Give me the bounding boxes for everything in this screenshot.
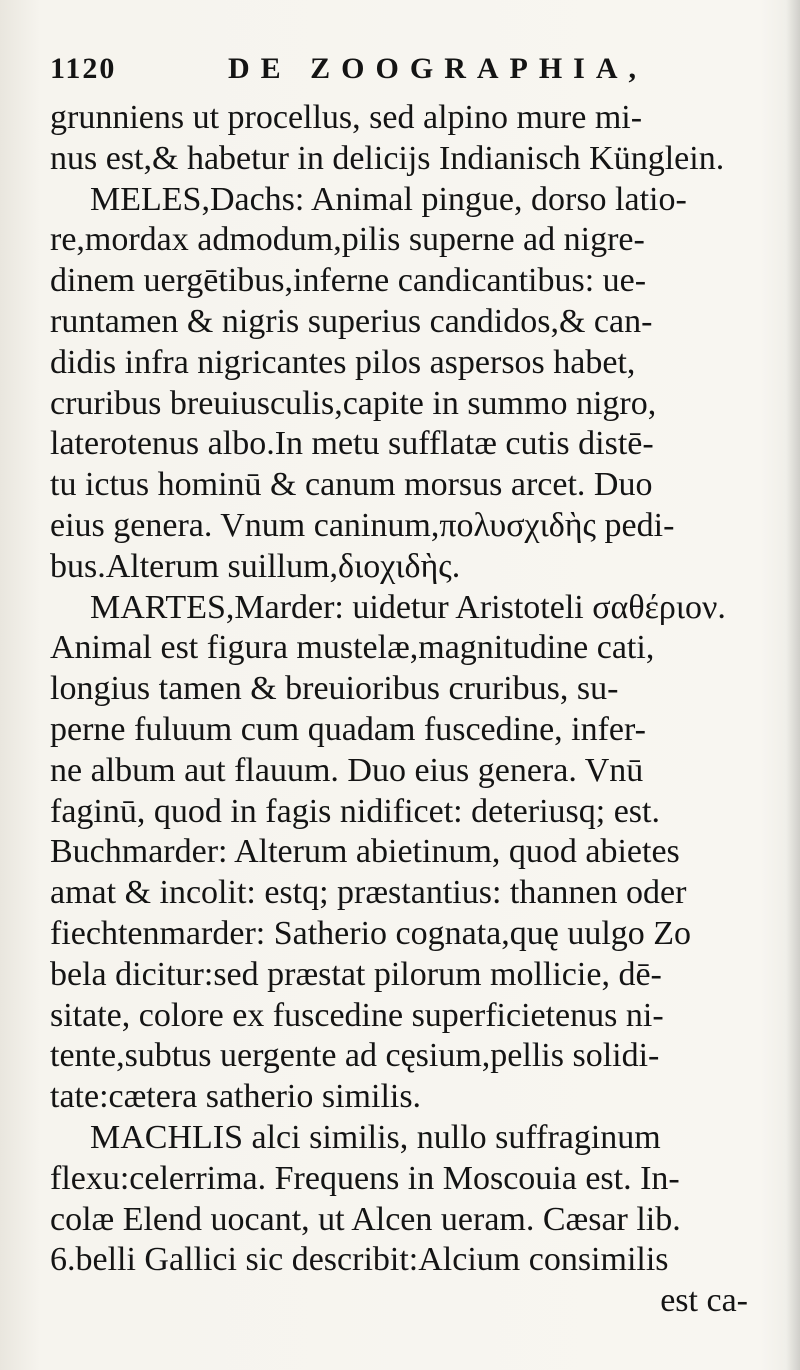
text-line: sitate, colore ex fuscedine superficietenus ni- bbox=[50, 996, 664, 1034]
text-line: tu ictus hominū & canum morsus arcet. Duo bbox=[50, 466, 653, 504]
text-line: faginū, quod in fagis nidificet: deteriusq; est. bbox=[50, 792, 660, 830]
paragraph-start-machlis: MACHLIS alci similis, nullo suffraginum bbox=[90, 1118, 661, 1156]
text-line: ne album aut flauum. Duo eius genera. Vnū bbox=[50, 751, 644, 789]
catchword: est ca- bbox=[660, 1282, 748, 1320]
text-line: Buchmarder: Alterum abietinum, quod abietes bbox=[50, 833, 680, 871]
text-line: nus est,& habetur in delicijs Indianisch Künglein. bbox=[50, 139, 725, 177]
text-line: laterotenus albo.In metu sufflatæ cutis distē- bbox=[50, 425, 654, 463]
page-edge-shadow bbox=[786, 0, 800, 1370]
text-line: grunniens ut procellus, sed alpino mure mi- bbox=[50, 99, 643, 136]
text-line: colæ Elend uocant, ut Alcen ueram. Cæsar lib. bbox=[50, 1200, 681, 1238]
text-line: cruribus breuiusculis,capite in summo nigro, bbox=[50, 384, 657, 422]
page-number: 1120 bbox=[50, 52, 117, 85]
text-line: re,mordax admodum,pilis superne ad nigre- bbox=[50, 221, 645, 259]
body-text bbox=[50, 98, 762, 1322]
text-line: Animal est figura mustelæ,magnitudine cati, bbox=[50, 629, 655, 667]
page-header bbox=[50, 52, 750, 96]
text-line: bus.Alterum suillum,διοχιδὴς. bbox=[50, 547, 461, 585]
text-line: runtamen & nigris superius candidos,& can- bbox=[50, 302, 653, 340]
paragraph-start-meles: MELES,Dachs: Animal pingue, dorso latio- bbox=[90, 180, 687, 218]
text-line: amat & incolit: estq; præstantius: thannen oder bbox=[50, 874, 687, 912]
text-line: longius tamen & breuioribus cruribus, su- bbox=[50, 670, 619, 708]
text-line: 6.belli Gallici sic describit:Alcium consimilis bbox=[50, 1241, 669, 1279]
text-line: eius genera. Vnum caninum,πολυσχιδὴς pedi- bbox=[50, 506, 675, 544]
text-line: tente,subtus uergente ad cęsium,pellis solidi- bbox=[50, 1037, 660, 1075]
text-line: fiechtenmarder: Satherio cognata,quę uulgo Zo bbox=[50, 914, 692, 952]
paragraph-start-martes: MARTES,Marder: uidetur Aristoteli σαθέριον. bbox=[90, 588, 726, 626]
text-line: perne fuluum cum quadam fuscedine, infer- bbox=[50, 710, 646, 748]
running-title: DE ZOOGRAPHIA, bbox=[228, 52, 648, 85]
text-line: dinem uergētibus,inferne candicantibus: ue- bbox=[50, 262, 647, 300]
text-line: didis infra nigricantes pilos aspersos habet, bbox=[50, 343, 636, 381]
text-line: bela dicitur:sed præstat pilorum mollicie, dē- bbox=[50, 955, 662, 993]
text-line: flexu:celerrima. Frequens in Moscouia est. In- bbox=[50, 1159, 680, 1197]
text-line: tate:cætera satherio similis. bbox=[50, 1078, 422, 1116]
